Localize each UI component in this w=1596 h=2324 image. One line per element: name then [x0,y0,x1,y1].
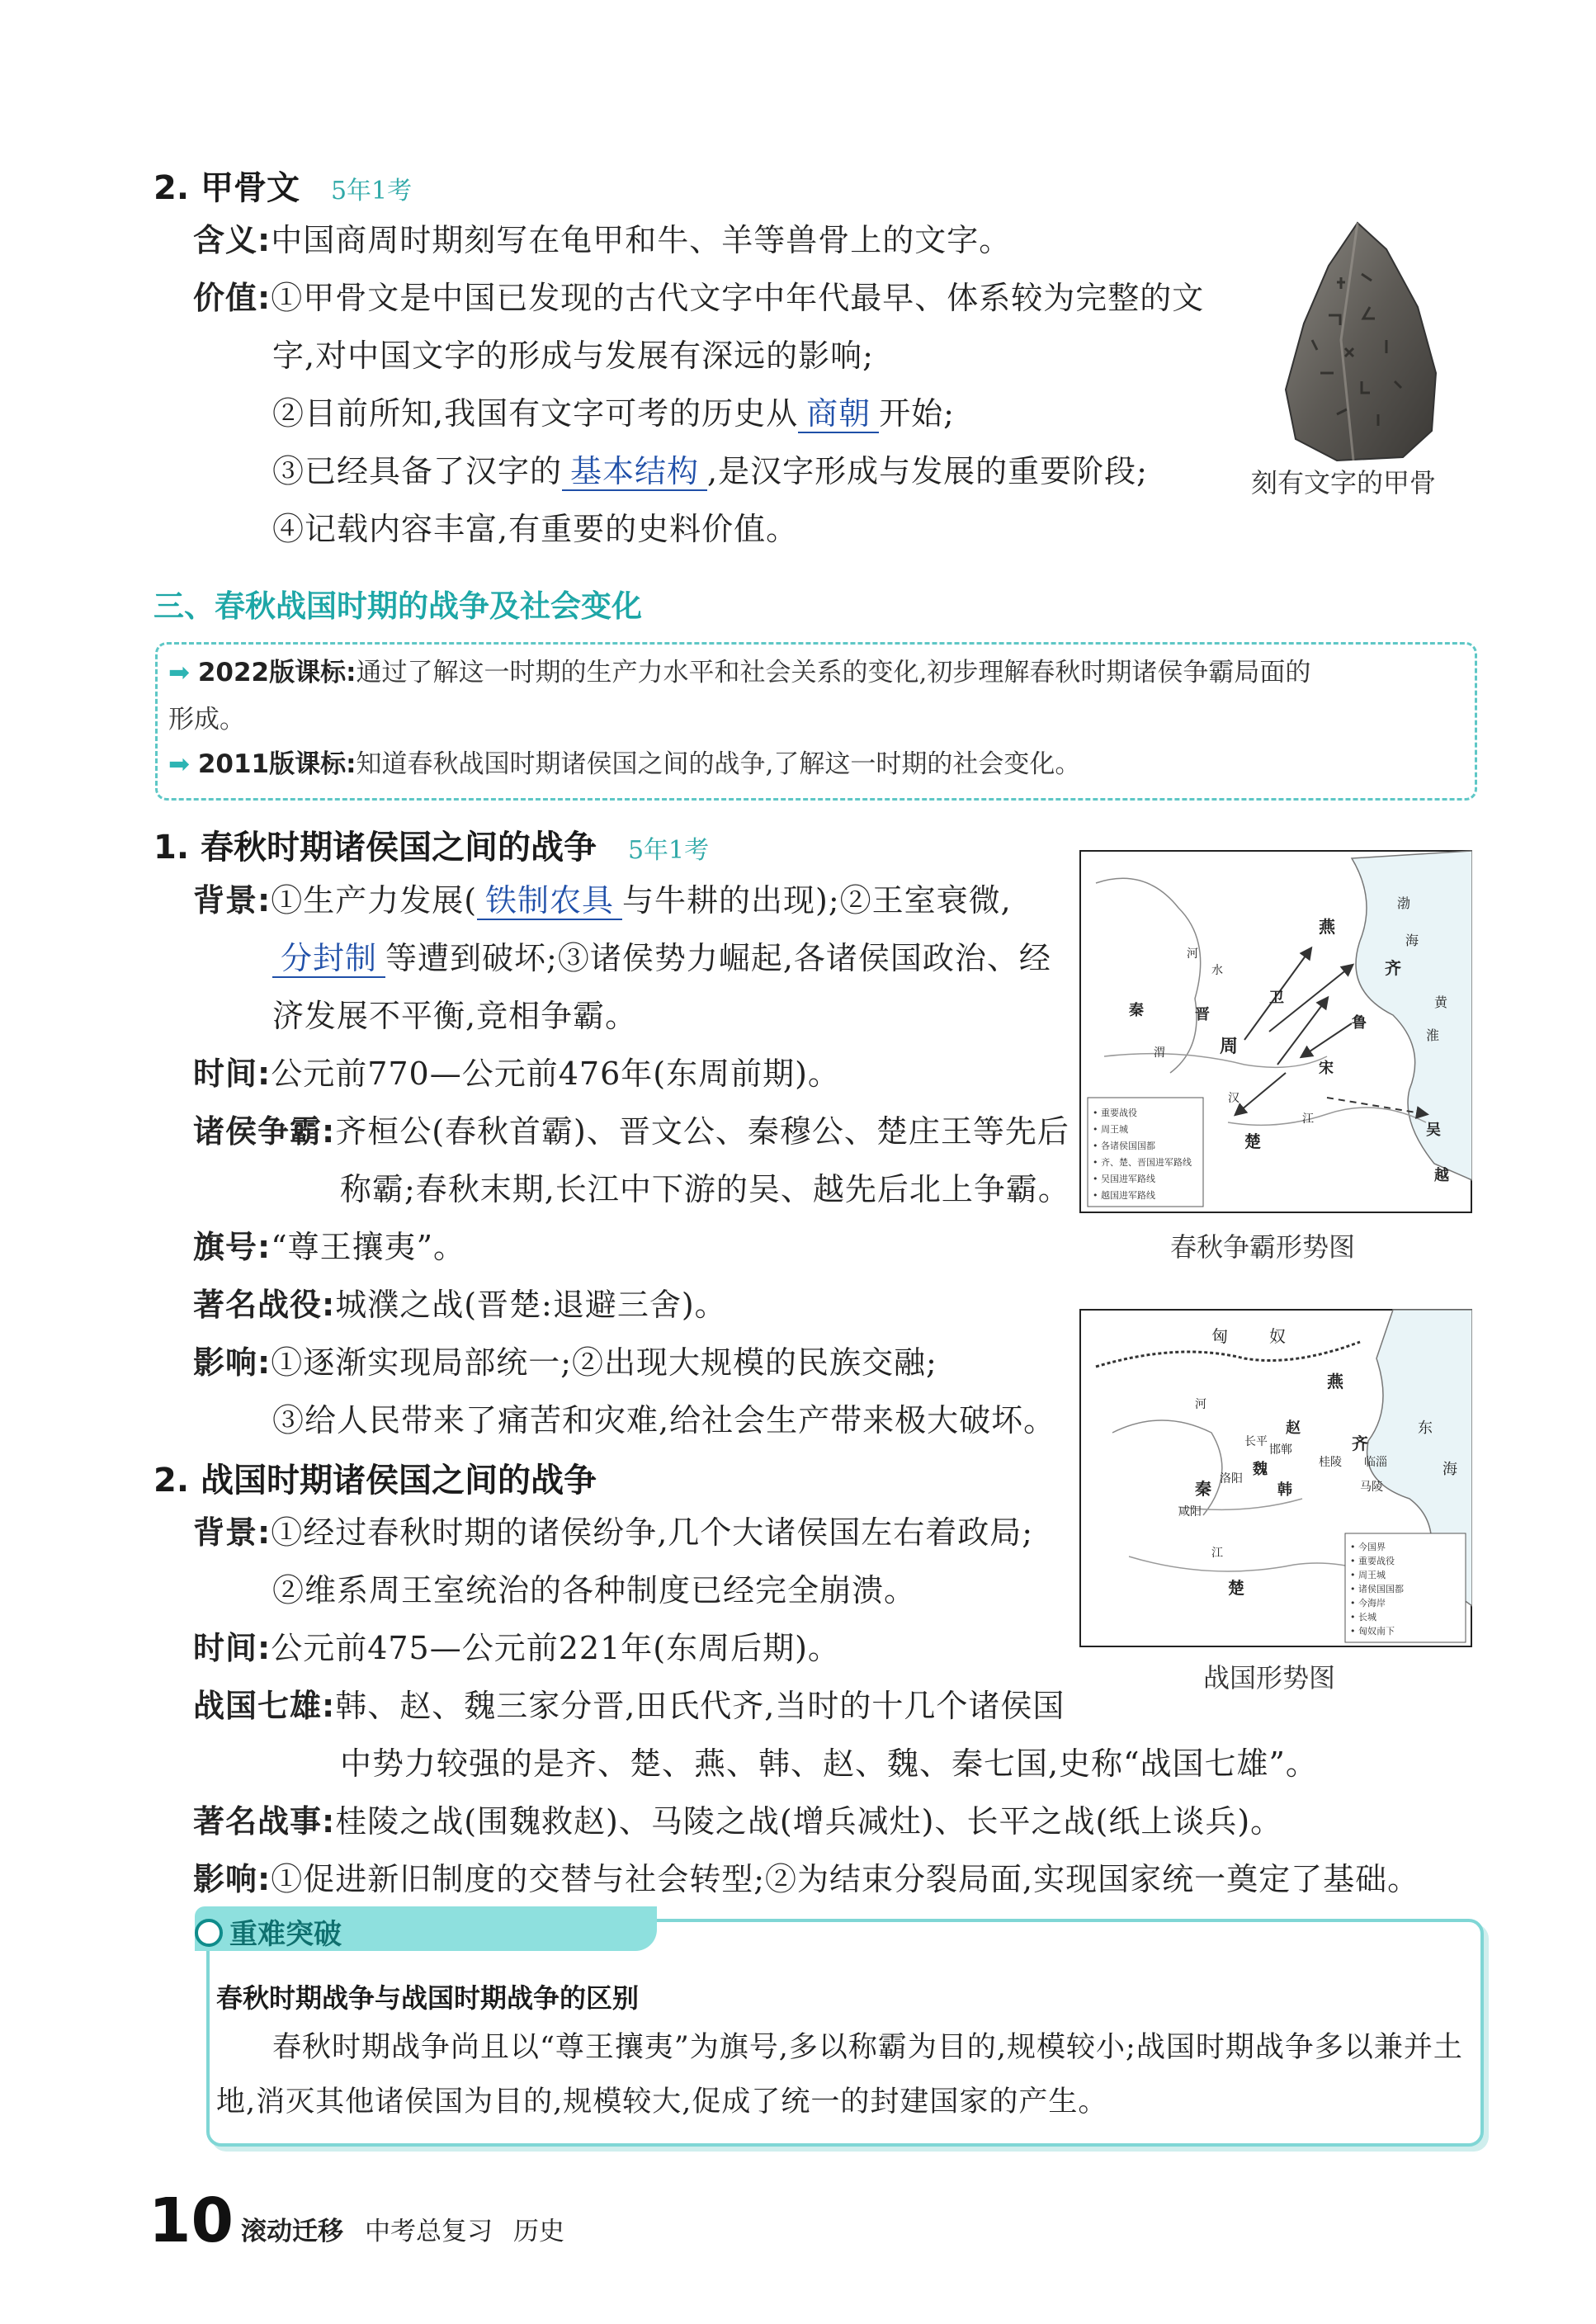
spring-legend-item: • 越国进军路线 [1093,1190,1155,1201]
std-2011-line [168,748,1080,781]
spring-map-label: 越 [1434,1167,1449,1184]
fill-blank-feudal: 分封制 [272,940,385,978]
spring-legend-item: • 齐、楚、晋国进军路线 [1093,1157,1192,1168]
spring-time-label: 时间: [193,1056,272,1092]
spring-legend-item: • 重要战役 [1093,1108,1137,1118]
oracle-heading-text: 2. 甲骨文 [153,169,300,207]
warring-map-label: 赵 [1286,1419,1301,1437]
spring-bg-1-pre: ①生产力发展( [271,882,478,919]
spring-map-caption: 春秋争霸形势图 [1170,1231,1356,1263]
spring-map-label: 黄 [1434,994,1448,1010]
warring-map-label: 齐 [1352,1434,1368,1453]
footer-book: 中考总复习 [365,2217,493,2246]
spring-map-label: 汉 [1228,1092,1239,1105]
warring-heading-text: 2. 战国时期诸侯国之间的战争 [153,1462,597,1500]
spring-bg-2-post: 等遭到破坏;③诸侯势力崛起,各诸侯国政治、经 [385,940,1051,976]
warring-legend-item: • 匈奴南下 [1350,1626,1395,1637]
spring-battle-label: 著名战役: [193,1287,336,1323]
spring-banner-label: 旗号: [193,1229,272,1265]
warring-battle-text: 桂陵之战(围魏救赵)、马陵之战(增兵减灶)、长平之战(纸上谈兵)。 [335,1803,1283,1840]
std-2022-line-b: 形成。 [168,705,245,735]
spring-autumn-map [1079,850,1472,1213]
oracle-bone-image [1263,216,1452,464]
spring-map-label: 齐 [1385,958,1401,978]
oracle-value-3 [272,451,1148,492]
spring-time-text: 公元前770—公元前476年(东周前期)。 [271,1056,840,1092]
oracle-value-1a [193,277,1204,319]
spring-impact-b: ③给人民带来了痛苦和灾难,给社会生产带来极大破坏。 [272,1402,1056,1438]
oracle-tag: 5年1考 [330,177,413,205]
spring-map-label: 吴 [1426,1122,1441,1139]
spring-map-label: 淮 [1426,1027,1440,1043]
warring-map-label: 东 [1418,1419,1433,1437]
warring-map-label: 奴 [1269,1326,1286,1346]
warring-battle [193,1801,1282,1842]
meaning-text: 中国商周时期刻写在龟甲和牛、羊等兽骨上的文字。 [271,222,1012,258]
warring-legend-item: • 重要战役 [1350,1556,1395,1566]
warring-map-label: 韩 [1277,1481,1292,1499]
spring-map-label: 宋 [1319,1060,1334,1077]
warring-impact-text: ①促进新旧制度的交替与社会转型;②为结束分裂局面,实现国家统一奠定了基础。 [271,1861,1420,1897]
std-2022-line-a [168,656,1310,689]
fill-blank-iron-tools: 铁制农具 [477,882,622,920]
spring-legend-item: • 周王城 [1093,1124,1128,1135]
spring-legend-item: • 吴国进军路线 [1093,1174,1155,1184]
spring-legend-item: • 各诸侯国国都 [1093,1141,1155,1151]
section-3-title: 三、春秋战国时期的战争及社会变化 [153,588,642,624]
warring-map-label: 魏 [1253,1461,1268,1478]
value-2-pre: ②目前所知,我国有文字可考的历史从 [272,395,799,432]
oracle-image-caption: 刻有文字的甲骨 [1251,467,1437,498]
spring-map-label: 秦 [1129,1002,1144,1019]
warring-time-label: 时间: [193,1630,272,1666]
warring-bg-label: 背景: [193,1514,272,1551]
std-2011-text: 知道春秋战国时期诸侯国之间的战争,了解这一时期的社会变化。 [356,749,1081,779]
spring-bg-1 [193,880,1012,921]
oracle-meaning [193,220,1011,261]
value-label: 价值: [193,280,272,316]
spring-time [193,1053,840,1094]
spring-map-label: 河 [1187,947,1198,961]
spring-hegemon-a [193,1111,1070,1152]
warring-map-label: 咸阳 [1178,1505,1202,1519]
oracle-value-1b: 字,对中国文字的形成与发展有深远的影响; [272,338,874,374]
spring-map-label: 卫 [1269,990,1284,1007]
warring-map-label: 邯郸 [1269,1443,1292,1457]
value-2-post: 开始; [879,395,955,432]
arrow-right-icon: ➡ [168,749,190,779]
spring-map-label: 渭 [1154,1046,1165,1060]
key-point-icon [195,1919,223,1947]
warring-bg-2: ②维系周王室统治的各种制度已经完全崩溃。 [272,1572,917,1608]
footer-brand: 滚动迁移 [241,2217,343,2246]
oracle-heading [153,162,412,209]
warring-legend-item: • 今国界 [1350,1542,1386,1552]
warring-map-label: 江 [1211,1547,1223,1560]
spring-map-label: 楚 [1244,1131,1261,1151]
warring-seven-b: 中势力较强的是齐、楚、燕、韩、赵、魏、秦七国,史称“战国七雄”。 [340,1745,1318,1782]
spring-map-label: 渤 [1397,895,1411,911]
spring-battle-text: 城濮之战(晋楚:退避三舍)。 [335,1287,727,1323]
warring-legend-item: • 长城 [1350,1612,1376,1623]
warring-map-label: 长平 [1244,1435,1268,1448]
warring-map-label: 楚 [1228,1578,1244,1598]
warring-map-label: 燕 [1327,1372,1343,1391]
spring-impact-a [193,1342,937,1383]
spring-banner-text: “尊王攘夷”。 [271,1229,466,1265]
key-point-badge-text: 重难突破 [229,1918,342,1951]
oracle-value-2 [272,393,955,434]
warring-map-caption: 战国形势图 [1203,1662,1336,1693]
warring-time-text: 公元前475—公元前221年(东周后期)。 [271,1630,840,1666]
spring-hegemon-text-a: 齐桓公(春秋首霸)、晋文公、秦穆公、楚庄王等先后 [335,1113,1070,1150]
warring-map-label: 秦 [1195,1479,1211,1499]
warring-seven-text-a: 韩、赵、魏三家分晋,田氏代齐,当时的十几个诸侯国 [335,1688,1065,1724]
value-1a: ①甲骨文是中国已发现的古代文字中年代最早、体系较为完整的文 [271,280,1205,316]
warring-seven-a [193,1685,1065,1726]
spring-banner [193,1226,465,1268]
spring-bg-label: 背景: [193,882,272,919]
warring-legend-item: • 周王城 [1350,1570,1386,1580]
spring-tag: 5年1考 [627,836,710,865]
fill-blank-structure: 基本结构 [562,453,707,491]
value-3-post: ,是汉字形成与发展的重要阶段; [707,453,1148,489]
spring-map-label: 周 [1220,1037,1239,1057]
warring-battle-label: 著名战事: [193,1803,336,1840]
spring-bg-3: 济发展不平衡,竞相争霸。 [272,998,638,1034]
spring-map-label: 水 [1211,964,1223,977]
key-point-para-1: 春秋时期战争尚且以“尊王攘夷”为旗号,多以称霸为目的,规模较小;战国时期战争多以兼并土 [272,2031,1463,2064]
fill-blank-shang: 商朝 [798,395,879,433]
warring-bg-1-text: ①经过春秋时期的诸侯纷争,几个大诸侯国左右着政局; [271,1514,1034,1551]
warring-states-map [1079,1309,1472,1647]
meaning-label: 含义: [193,222,272,258]
warring-map-label: 临淄 [1364,1456,1387,1469]
spring-map-label: 江 [1302,1112,1314,1126]
std-2022-text-a: 通过了解这一时期的生产力水平和社会关系的变化,初步理解春秋时期诸侯争霸局面的 [356,658,1311,687]
spring-map-label: 海 [1405,933,1419,948]
warring-legend-item: • 今海岸 [1350,1598,1386,1608]
key-point-title: 春秋时期战争与战国时期战争的区别 [216,1982,640,2014]
footer-subject: 历史 [513,2217,564,2246]
warring-map-label: 洛阳 [1220,1472,1243,1486]
warring-map-label: 匈 [1211,1326,1228,1346]
warring-map-label: 马陵 [1360,1481,1383,1494]
warring-time [193,1627,840,1669]
spring-heading [153,821,709,868]
key-point-para-2: 地,消灭其他诸侯国为目的,规模较大,促成了统一的封建国家的产生。 [216,2085,1108,2119]
std-2022-label: 2022版课标: [197,658,357,687]
value-3-pre: ③已经具备了汉字的 [272,453,563,489]
arrow-right-icon: ➡ [168,658,190,687]
page-number: 10 [149,2185,234,2256]
warring-legend-item: • 诸侯国国都 [1350,1584,1404,1594]
spring-impact-text-a: ①逐渐实现局部统一;②出现大规模的民族交融; [271,1344,937,1381]
spring-bg-1-post: 与牛耕的出现);②王室衰微, [622,882,1012,919]
spring-map-label: 燕 [1319,917,1335,937]
key-point-badge [195,1911,342,1952]
warring-bg-1 [193,1512,1033,1553]
std-2011-label: 2011版课标: [197,749,357,779]
spring-map-label: 鲁 [1352,1014,1367,1032]
spring-map-label: 晋 [1195,1006,1210,1023]
warring-impact [193,1859,1419,1900]
spring-hegemon-label: 诸侯争霸: [193,1113,336,1150]
spring-impact-label: 影响: [193,1344,272,1381]
spring-heading-text: 1. 春秋时期诸侯国之间的战争 [153,829,597,867]
oracle-value-4: ④记载内容丰富,有重要的史料价值。 [272,511,799,547]
warring-impact-label: 影响: [193,1861,272,1897]
spring-battle [193,1284,727,1325]
warring-map-label: 河 [1195,1398,1206,1411]
warring-seven-label: 战国七雄: [193,1688,336,1724]
spring-hegemon-b: 称霸;春秋末期,长江中下游的吴、越先后北上争霸。 [340,1171,1070,1207]
warring-heading [153,1454,597,1501]
spring-bg-2 [272,938,1051,979]
warring-map-label: 桂陵 [1319,1456,1342,1469]
warring-map-label: 海 [1443,1461,1457,1478]
